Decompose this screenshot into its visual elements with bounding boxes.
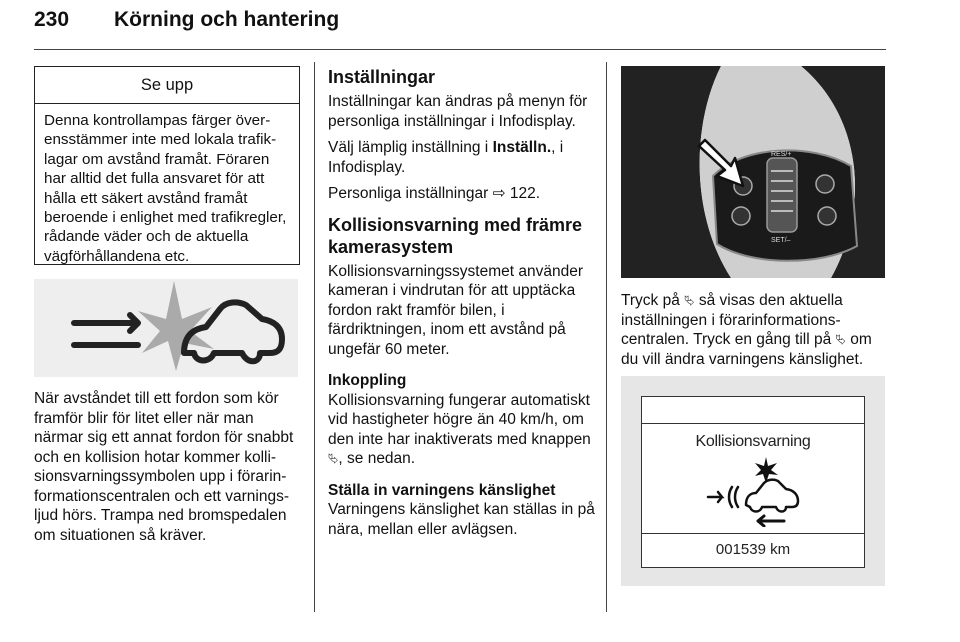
display-collision-icon [704,455,804,527]
section-heading: Kollisionsvarning med främre kamerasystem [328,214,583,257]
warning-box [34,66,300,265]
driver-info-display-illustration [621,376,885,586]
settings-heading: Inställningar [328,67,436,87]
inkoppling-paragraph [328,391,596,469]
col3-text-b: så visas den aktuella inställningen i förarinformationscentralen. Tryck en gång till på [621,292,843,348]
settings-paragraph-1: Inställningar kan ändras på menyn för personliga inställningar i Infodisplay. [328,93,588,130]
steering-wheel-image [621,66,885,278]
settings-paragraph-2 [328,138,596,177]
inkoppling-text-pre: Kollisionsvarning fungerar automatiskt vid hastigheter högre än 40 km/h, om den inte har inaktiverats med knappen [328,391,591,448]
display-title: Kollisionsvarning [695,433,811,450]
settings-menu-name: Inställn. [492,139,552,156]
collision-button-icon-inline-2: ⮱ [835,332,846,347]
section-paragraph: Kollisionsvarningssystemet använder kameran i vindrutan för att upptäcka fordon rakt framför bilen, i färdriktningen, inom ett avstånd på ungefär 60 meter. [328,262,584,358]
sensitivity-heading: Ställa in varningens känslighet [328,481,556,499]
settings-p2-pre: Välj lämplig inställning i [328,139,493,156]
col3-text-a: Tryck på [621,292,685,309]
settings-p2-post: , i Infodisplay. [328,139,564,176]
inkoppling-heading: Inkoppling [328,372,407,389]
col3-text-c: om du vill ändra varningens känslighet. [621,331,872,368]
collision-symbol-illustration [34,279,298,377]
wheel-set-label: SET/– [771,237,791,244]
collision-button-icon-inline-1: ⮱ [684,293,695,308]
page-number: 230 [34,8,70,31]
collision-button-icon: ⮱ [328,451,339,466]
odometer-value: 001539 km [715,541,791,558]
collision-description: När avståndet till ett fordon som kör framför blir för litet eller när man närmar sig ett annat fordon för snabbt och en kollision hotar kommer kollisionsvarningssymbolen upp i förarinformationscentralen och ett varningsljud hörs. Trampa ned bromspedalen om situationen så kräver. [34,390,294,544]
display-screen [641,396,865,568]
inkoppling-text-post: , se nedan. [338,450,416,467]
chapter-title: Körning och hantering [114,8,340,31]
wheel-res-label: RES/+ [771,151,792,158]
sensitivity-paragraph: Varningens känslighet kan ställas in på nära, mellan eller avlägsen. [328,501,595,538]
collision-warning-icon [34,279,298,377]
page-header [34,4,886,42]
warning-body: Denna kontrollampas färger överensstämmer inte med lokala trafiklagar om avstånd framåt. Föraren har alltid det fulla ansvaret för att hålla ett säkert avstånd framåt beroende i enlighet med trafikregler, rådande väder och de aktuella vägförhållandena etc. [44,112,287,265]
warning-title: Se upp [35,67,299,104]
header-rule [34,49,886,50]
settings-reference-link[interactable]: Personliga inställningar ⇨ 122. [328,185,541,202]
column-2-text [328,66,596,546]
column-divider-2 [606,62,607,612]
column-3-text [621,291,889,369]
steering-wheel-illustration [621,66,885,278]
column-divider-1 [314,62,315,612]
